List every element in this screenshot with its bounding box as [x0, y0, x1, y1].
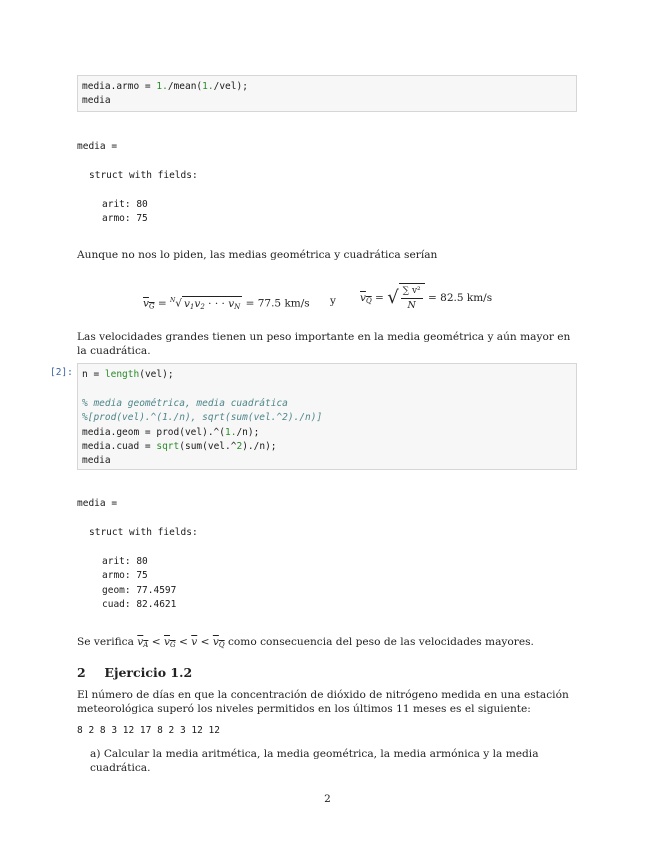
code-line: media.geom = prod(vel).^(1./n); [82, 426, 260, 438]
output-header: media = [77, 498, 118, 509]
output-field: geom: 77.4597 [102, 585, 177, 596]
output-field: armo: 75 [102, 570, 148, 581]
code-comment: % media geométrica, media cuadrática [82, 397, 288, 409]
code-line: media.cuad = sqrt(sum(vel.^2)./n); [82, 441, 277, 453]
output-field: arit: 80 [102, 199, 148, 210]
section-title: Ejercicio 1.2 [104, 665, 193, 680]
code-cell-2[interactable] [77, 363, 577, 470]
output-header: media = [77, 141, 118, 152]
formula-connector: y [330, 295, 336, 307]
cell-prompt: [2]: [50, 367, 73, 378]
code-line-blank [82, 382, 572, 396]
section-number: 2 [77, 665, 86, 680]
paragraph: Aunque no nos lo piden, las medias geométrica y cuadrática serían [77, 249, 438, 261]
list-item-text: Calcular la media aritmética, la media geométrica, la media armónica y la media cuadrática. [90, 748, 539, 774]
code-line: media [82, 455, 111, 467]
list-item [90, 747, 585, 775]
page-number: 2 [324, 793, 331, 805]
output-field: cuad: 82.4621 [102, 599, 177, 610]
paragraph: Las velocidades grandes tienen un peso importante en la media geométrica y aún mayor en la cuadrática. [77, 331, 571, 357]
code-cell-1[interactable] [77, 75, 577, 112]
output-struct-line: struct with fields: [89, 527, 198, 538]
list-item-label: a) [90, 748, 101, 760]
paragraph: El número de días en que la concentración de dióxido de nitrógeno medida en una estación meteorológica superó los niveles permitidos en los últimos 11 meses es el siguiente: [77, 689, 569, 715]
code-line: n = length(vel); [82, 369, 174, 380]
output-field: armo: 75 [102, 213, 148, 224]
section-heading [77, 665, 192, 680]
formula-quadratic: $\overline{v}_{\overline{Q}}$ = √ $\frac{\text{∑ v²}}{N}$ = 82.5 km/s [360, 283, 492, 313]
data-values: 8 2 8 3 12 17 8 2 3 12 12 [77, 725, 220, 736]
formula-geometric: $\overline{v}_{\overline{G}} = ^N√$ $v_1v_2$ · · · $v_N = 77.5$ km/s [143, 294, 310, 314]
code-line: media [82, 95, 111, 107]
output-struct-line: struct with fields: [89, 170, 198, 181]
paragraph-inequality: Se verifica $\overline{v}_{\overline{A}} < \overline{v}_{\overline{G}} < \overline{v} < \overline{v}_{\overline{Q}}$ como consecuencia del peso de las velocidades mayores. [77, 636, 534, 649]
output-field: arit: 80 [102, 556, 148, 567]
code-comment: %[prod(vel).^(1./n), sqrt(sum(vel.^2)./n)] [82, 412, 323, 424]
code-line: media.armo = 1./mean(1./vel); [82, 81, 248, 92]
